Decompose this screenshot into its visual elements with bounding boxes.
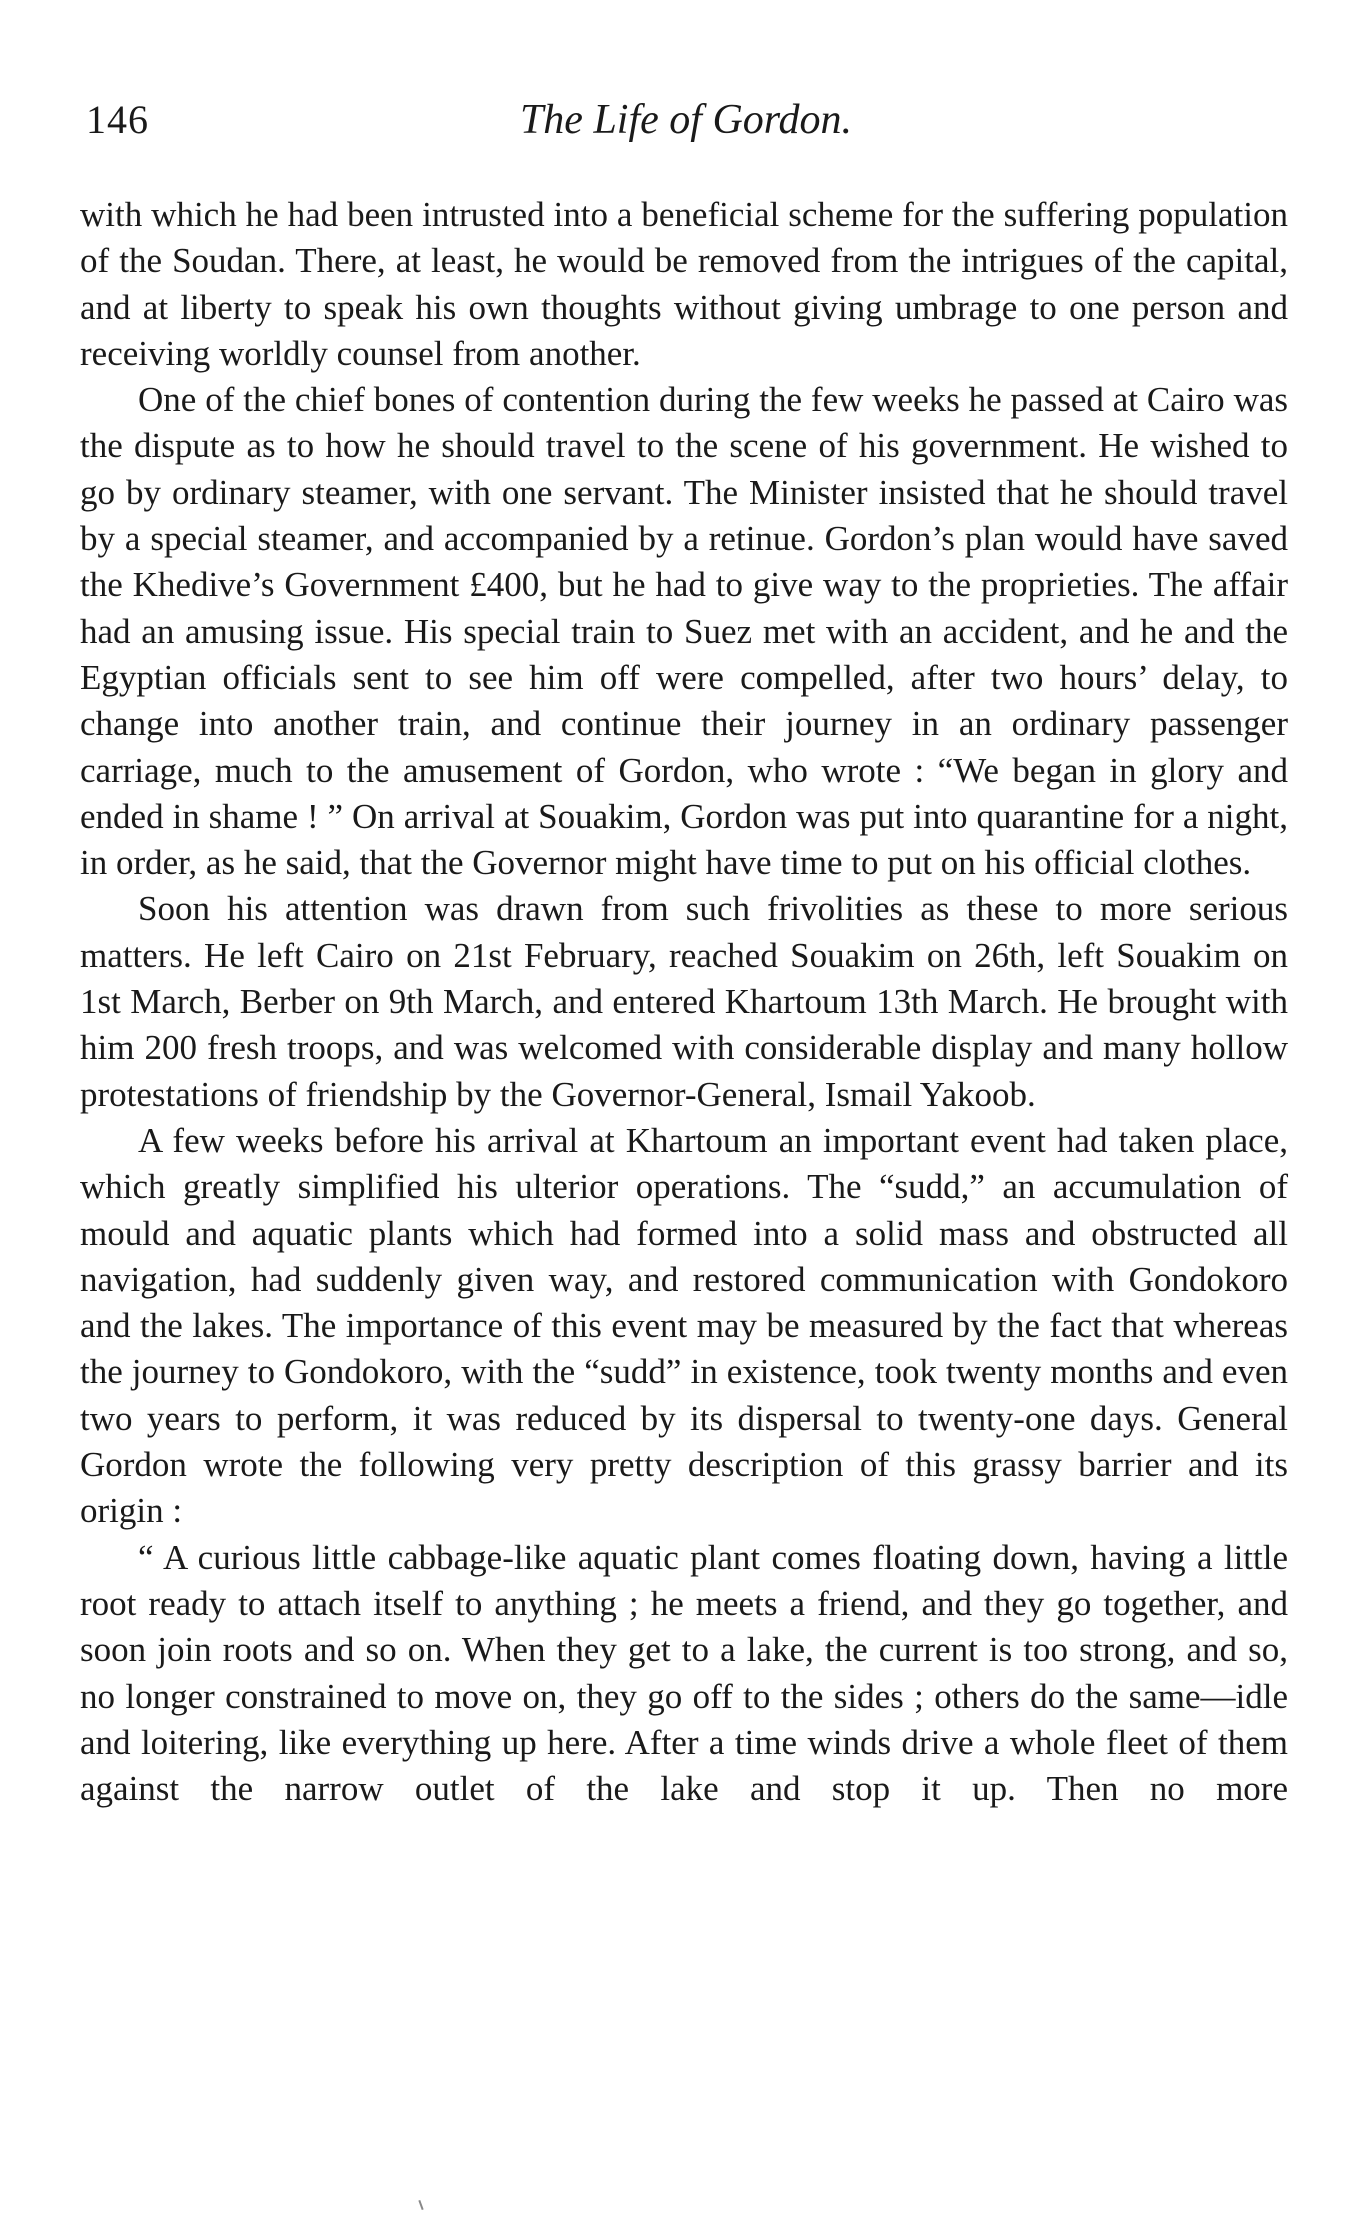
page-header bbox=[86, 96, 1286, 156]
paragraph-cairo-dispute: One of the chief bones of contention during the few weeks he passed at Cairo was the dispute as to how he should travel to the scene of his government. He wished to go by ordinary steamer, with one servant. The Minister insisted that he should travel by a special steamer, and accompanied by a retinue. Gordon’s plan would have saved the Khedive’s Government £400, but he had to give way to the proprieties. The affair had an amusing issue. His special train to Suez met with an accident, and he and the Egyptian officials sent to see him off were compelled, after two hours’ delay, to change into another train, and continue their journey in an ordinary passenger carriage, much to the amusement of Gordon, who wrote : “We began in glory and ended in shame ! ” On arrival at Souakim, Gordon was put into quarantine for a night, in order, as he said, that the Governor might have time to put on his official clothes. bbox=[80, 380, 1288, 883]
page-number: 146 bbox=[86, 97, 149, 142]
paragraph-continuation: with which he had been intrusted into a beneficial scheme for the suffering population of the Soudan. There, at least, he would be removed from the intrigues of the capital, and at liberty to speak his own thoughts without giving umbrage to one person and receiving worldly counsel from another. bbox=[80, 195, 1288, 373]
printer-mark bbox=[418, 2200, 423, 2210]
paragraph-journey-to-khartoum: Soon his attention was drawn from such frivolities as these to more serious matters. He left Cairo on 21st February, reached Souakim on 26th, left Souakim on 1st March, Berber on 9th March, and entered Khartoum 13th March. He brought with him 200 fresh troops, and was welcomed with considerable display and many hollow protestations of friendship by the Governor-General, Ismail Yakoob. bbox=[80, 889, 1288, 1114]
running-title: The Life of Gordon. bbox=[519, 97, 853, 143]
body-text bbox=[80, 192, 1288, 1812]
paragraph-sudd-event: A few weeks before his arrival at Khartoum an important event had taken place, which greatly simplified his ulterior operations. The “sudd,” an accumulation of mould and aquatic plants which had formed into a solid mass and obstructed all navigation, had suddenly given way, and restored communication with Gondokoro and the lakes. The importance of this event may be measured by the fact that whereas the journey to Gondokoro, with the “sudd” in existence, took twenty months and even two years to perform, it was reduced by its dispersal to twenty-one days. General Gordon wrote the following very pretty description of this grassy barrier and its origin : bbox=[80, 1120, 1288, 1531]
paragraph-gordon-quote: “ A curious little cabbage-like aquatic plant comes floating down, having a little root ready to attach itself to anything ; he meets a friend, and they go together, and soon join roots and so on. When they get to a lake, the current is too strong, and so, no longer constrained to move on, they go off to the sides ; others do the same—idle and loitering, like everything up here. After a time winds drive a whole fleet of them against the narrow outlet of the lake and stop it up. Then no more bbox=[80, 1537, 1288, 1809]
